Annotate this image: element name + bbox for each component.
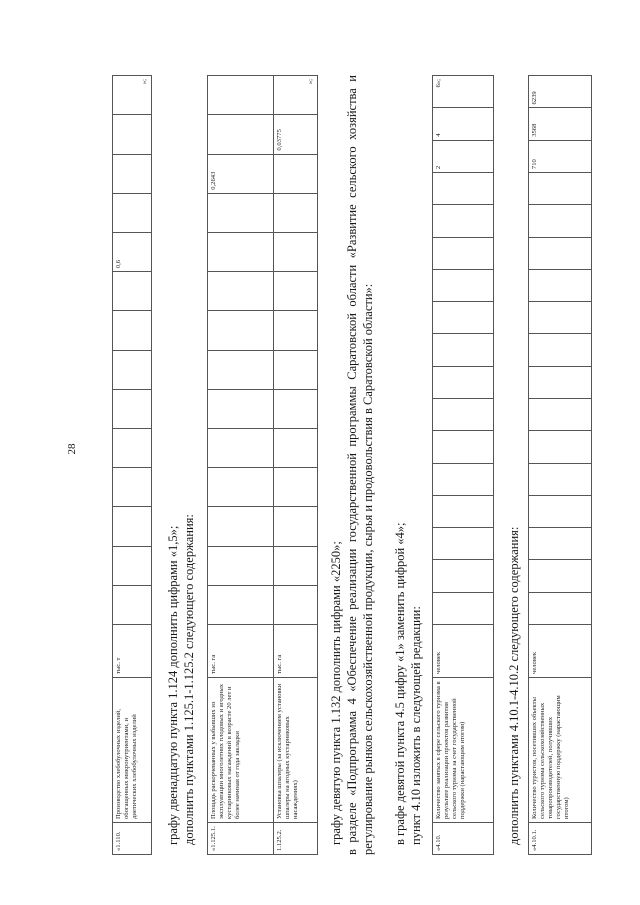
value-cell: 3568 — [529, 108, 592, 140]
row-number: «4.10. — [433, 823, 494, 855]
row-number: 1.125.2. — [274, 823, 318, 855]
unit-cell: человек — [433, 625, 494, 678]
table-item-1-110 — [112, 75, 152, 855]
value-cell: 6»; — [433, 76, 494, 109]
unit-cell: человек — [529, 625, 592, 678]
paragraph-45: в графе девятой пункта 4.5 цифру «1» заменить цифрой «4»; — [393, 522, 407, 845]
closing-mark: »; — [274, 76, 318, 115]
row-number: «4.10.1. — [529, 823, 592, 855]
value-cell: 6239 — [529, 76, 592, 109]
paragraph-1124: графу двенадцатую пункта 1.124 дополнить цифрами «1,5»; — [166, 525, 180, 845]
value-cell: 0,6 — [113, 232, 152, 271]
row-number: «1.110. — [113, 823, 152, 855]
paragraph-1132: графу девятую пункта 1.132 дополнить цифрами «2250»; — [329, 541, 343, 845]
unit-cell: тыс. т — [113, 625, 152, 678]
indicator-name: Установка шпалеры (за исключением установки шпалеры на ягодных кустарниковых насаждениях) — [274, 678, 318, 823]
table-item-4-10-1 — [528, 75, 592, 855]
paragraph-410: пункт 4.10 изложить в следующей редакции: — [409, 606, 423, 845]
value-cell: 0,2643 — [208, 154, 274, 193]
value-cell: 2 — [433, 140, 494, 172]
paragraph-add-1125: дополнить пунктами 1.125.1-1.125.2 следующего содержания: — [182, 514, 196, 845]
indicator-name: Количество туристов, посетивших объекты сельского туризма сельскохозяйственных товаропроизводителей, получивших государственную поддержку (нарастающим итогом) — [529, 678, 592, 823]
paragraph-subprogram-4: в разделе «Подпрограмма 4 «Обеспечение реализации государственной программы Саратовской области «Развитие сельского хозяйства и регулирование рынков сельскохозяйственной продукции, сырья и продовольствия в Саратовской области»: — [345, 75, 375, 855]
row-number: «1.125.1. — [208, 823, 274, 855]
unit-cell: тыс. га — [274, 625, 318, 678]
indicator-name: Площадь раскорчеванных у выбывших из эксплуатации многолетних плодовых и ягодных кустарниковых насаждений в возрасте 20 лет и более начиная от года закладки — [208, 678, 274, 823]
table-items-1-125 — [207, 75, 318, 855]
value-cell: 710 — [529, 140, 592, 172]
table-item-4-10 — [432, 75, 494, 855]
page-number: 28 — [66, 443, 78, 455]
closing-mark: »; — [113, 76, 152, 115]
indicator-name: Производство хлебобулочных изделий, обогащенных микронутриентами, и диетических хлебобулочных изделий — [113, 678, 152, 823]
indicator-name: Количество занятых в сфере сельского туризма в результате реализации проектов развития сельского туризма за счет государственной поддержки (нарастающим итогом) — [433, 678, 494, 823]
paragraph-add-4101: дополнить пунктами 4.10.1-4.10.2 следующего содержания: — [507, 526, 521, 845]
unit-cell: тыс. га — [208, 625, 274, 678]
value-cell: 0,03775 — [274, 115, 318, 154]
value-cell: 4 — [433, 108, 494, 140]
